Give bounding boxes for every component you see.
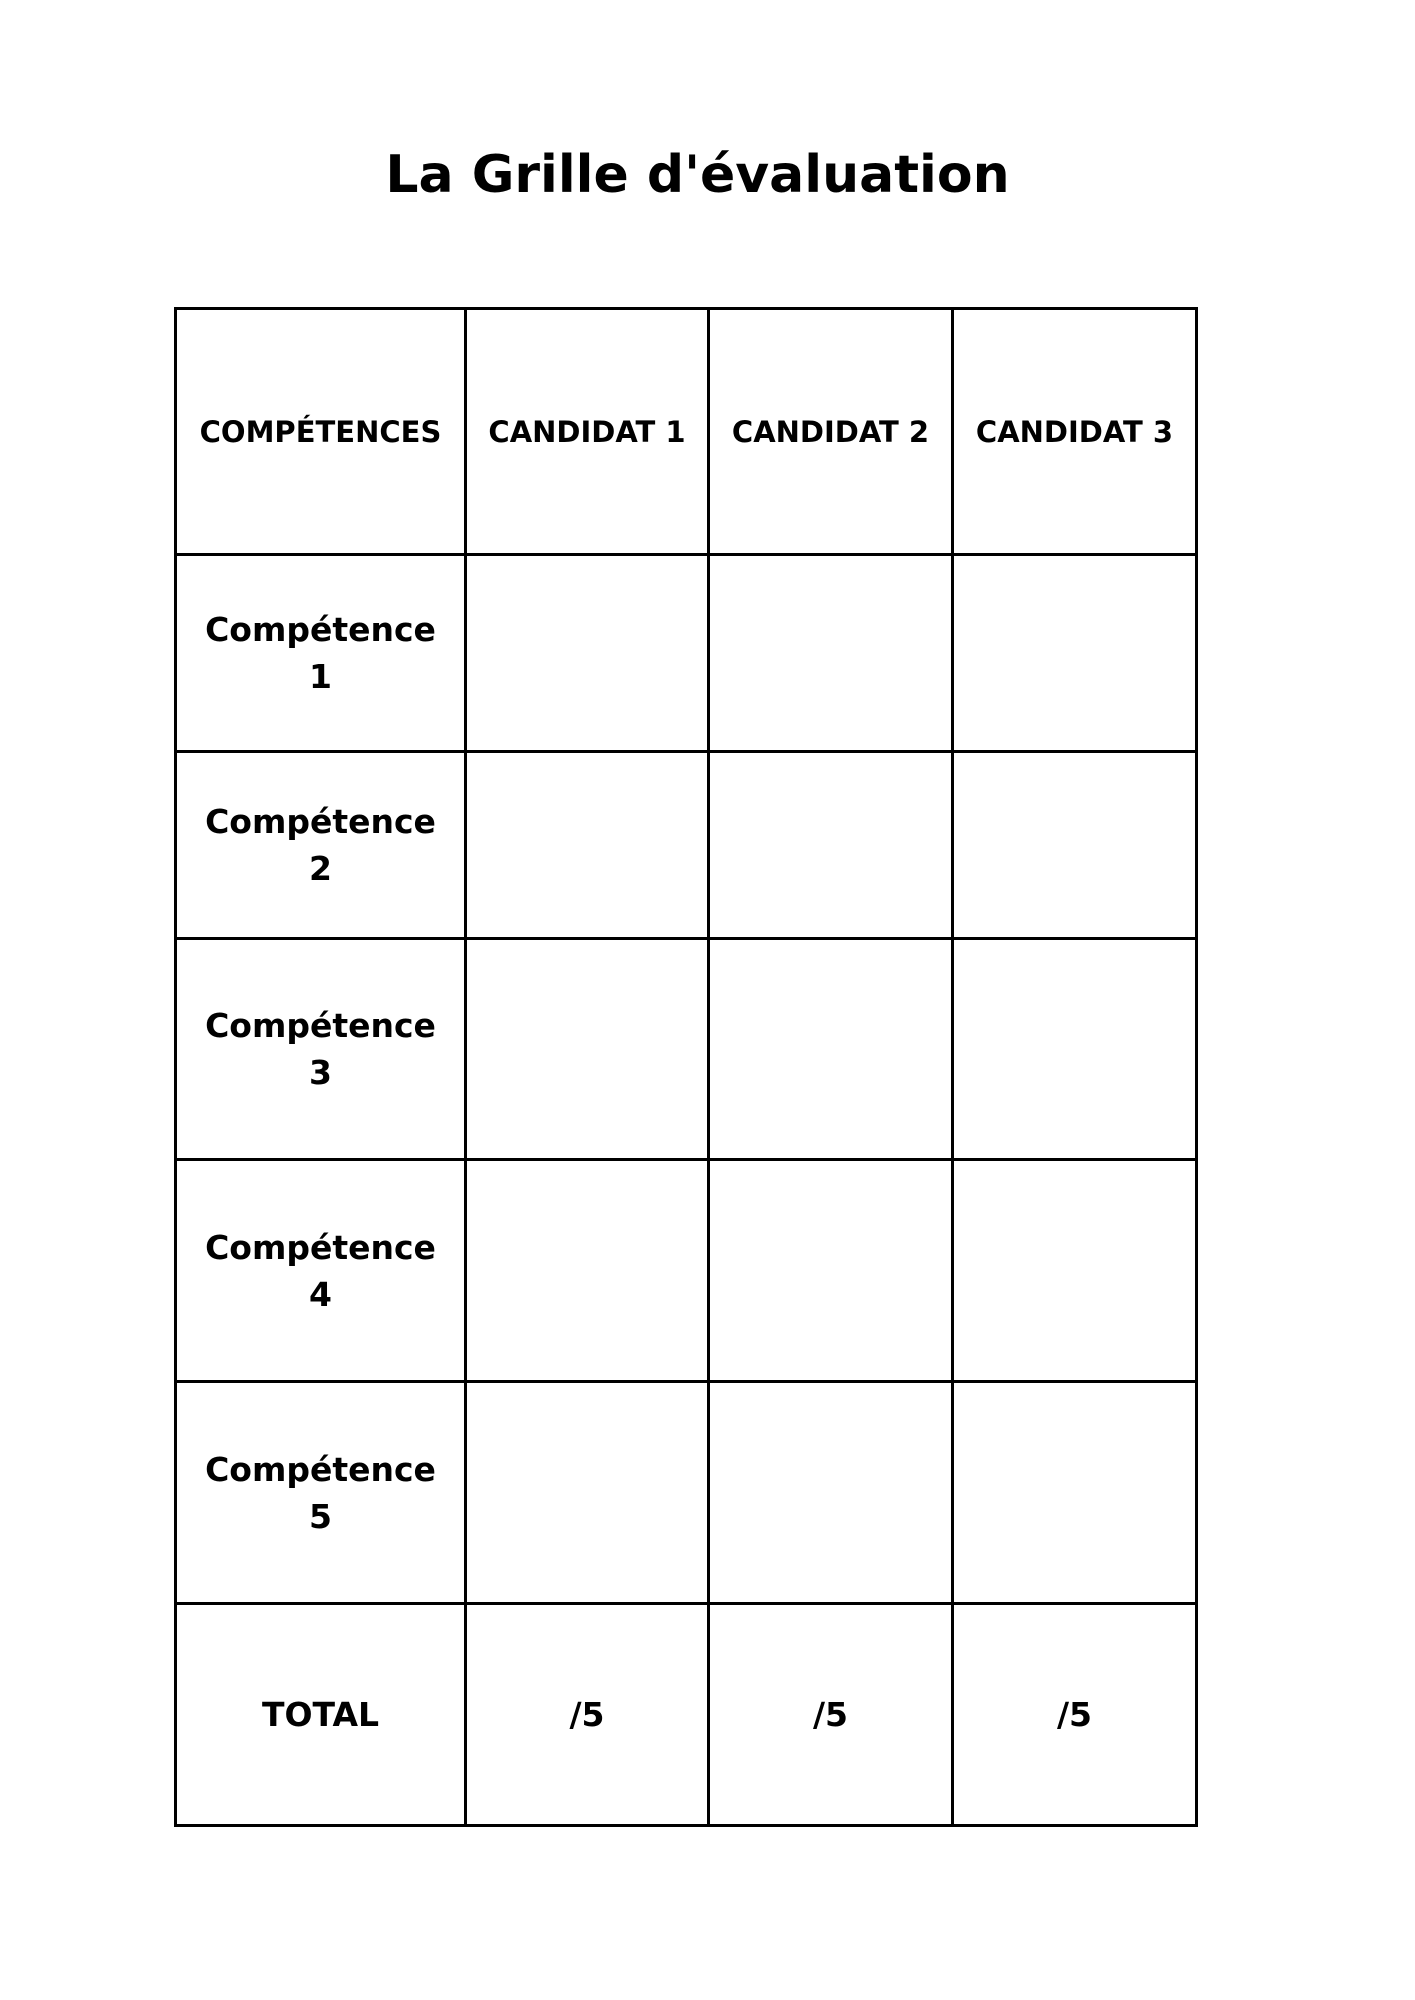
- score-cell-candidat-3[interactable]: [953, 1382, 1197, 1604]
- competence-label-text: Compétence: [205, 1449, 436, 1489]
- total-label: TOTAL: [176, 1604, 466, 1826]
- competence-label: [176, 555, 466, 752]
- table-row: [176, 1382, 1197, 1604]
- score-cell-candidat-3[interactable]: [953, 939, 1197, 1160]
- score-cell-candidat-1[interactable]: [466, 752, 709, 939]
- competence-label-number: 2: [309, 849, 332, 888]
- competence-label-number: 5: [309, 1496, 332, 1536]
- competence-label: [176, 1382, 466, 1604]
- score-cell-candidat-3[interactable]: [953, 752, 1197, 939]
- total-cell-candidat-3[interactable]: /5: [953, 1604, 1197, 1826]
- score-cell-candidat-1[interactable]: [466, 1382, 709, 1604]
- evaluation-grid: [174, 307, 1198, 1827]
- header-candidat-2: CANDIDAT 2: [709, 309, 953, 555]
- score-cell-candidat-1[interactable]: [466, 555, 709, 752]
- score-cell-candidat-2[interactable]: [709, 939, 953, 1160]
- competence-label-number: 1: [309, 657, 332, 696]
- score-cell-candidat-3[interactable]: [953, 555, 1197, 752]
- competence-label-text: Compétence: [205, 610, 436, 649]
- header-candidat-1: CANDIDAT 1: [466, 309, 709, 555]
- competence-label-number: 3: [309, 1053, 332, 1092]
- total-cell-candidat-2[interactable]: /5: [709, 1604, 953, 1826]
- table-row: [176, 555, 1197, 752]
- total-cell-candidat-1[interactable]: /5: [466, 1604, 709, 1826]
- competence-label-text: Compétence: [205, 802, 436, 841]
- table-row: [176, 1160, 1197, 1382]
- competence-label: [176, 939, 466, 1160]
- header-candidat-3: CANDIDAT 3: [953, 309, 1197, 555]
- page-title: La Grille d'évaluation: [385, 145, 1010, 205]
- score-cell-candidat-1[interactable]: [466, 1160, 709, 1382]
- score-cell-candidat-2[interactable]: [709, 1382, 953, 1604]
- score-cell-candidat-2[interactable]: [709, 1160, 953, 1382]
- table-row: [176, 939, 1197, 1160]
- score-cell-candidat-2[interactable]: [709, 555, 953, 752]
- competence-label: [176, 1160, 466, 1382]
- table-row: [176, 752, 1197, 939]
- score-cell-candidat-2[interactable]: [709, 752, 953, 939]
- header-row: [176, 309, 1197, 555]
- total-row: [176, 1604, 1197, 1826]
- score-cell-candidat-3[interactable]: [953, 1160, 1197, 1382]
- competence-label-text: Compétence: [205, 1006, 436, 1045]
- score-cell-candidat-1[interactable]: [466, 939, 709, 1160]
- competence-label-number: 4: [309, 1274, 332, 1314]
- competence-label-text: Compétence: [205, 1227, 436, 1267]
- header-competences: COMPÉTENCES: [176, 309, 466, 555]
- competence-label: [176, 752, 466, 939]
